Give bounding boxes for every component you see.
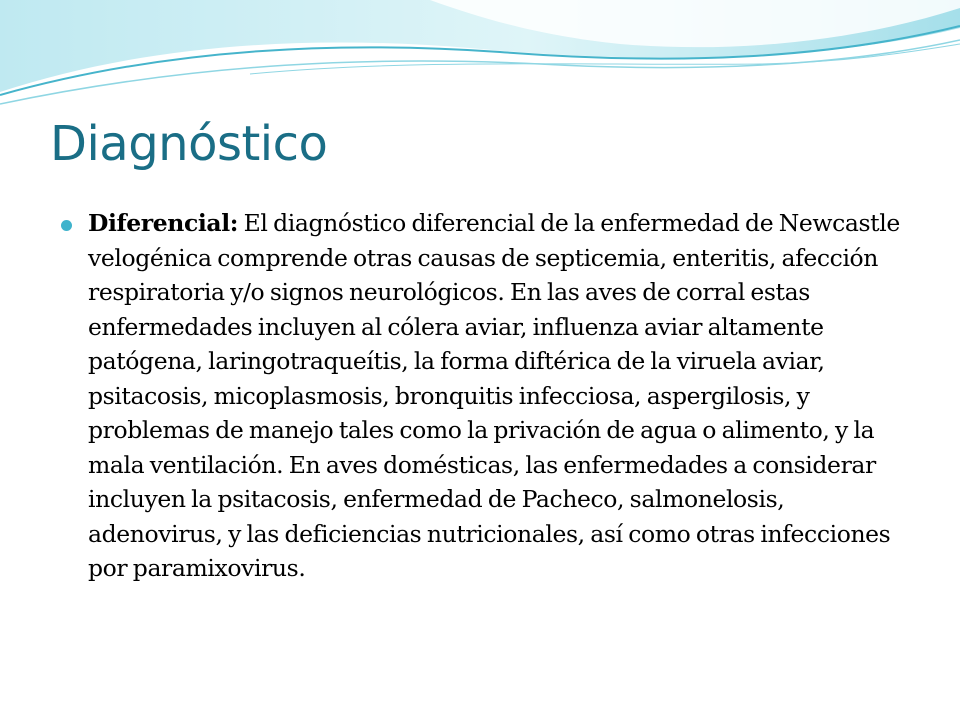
bullet-paragraph (88, 206, 918, 586)
bullet-dot-icon (61, 220, 72, 231)
slide-title: Diagnóstico (50, 116, 328, 172)
bullet-label: Diferencial: (88, 209, 239, 237)
slide-body (58, 206, 918, 586)
bullet-item (58, 206, 918, 586)
bullet-body-text: El diagnóstico diferencial de la enfermedad de Newcastle velogénica comprende otras causas de septicemia, enteritis, afección respiratoria y/o signos neurológicos. En las aves de corral estas enfermedades incluyen al cólera aviar, influenza aviar altamente patógena, laringotraqueítis, la forma diftérica de la viruela aviar, psitacosis, micoplasmosis, bronquitis infecciosa, aspergilosis, y problemas de manejo tales como la privación de agua o alimento, y la mala ventilación. En aves domésticas, las enfermedades a considerar incluyen la psitacosis, enfermedad de Pacheco, salmonelosis, adenovirus, y las deficiencias nutricionales, así como otras infecciones por paramixovirus. (88, 209, 900, 582)
header-wave-decoration (0, 0, 960, 130)
